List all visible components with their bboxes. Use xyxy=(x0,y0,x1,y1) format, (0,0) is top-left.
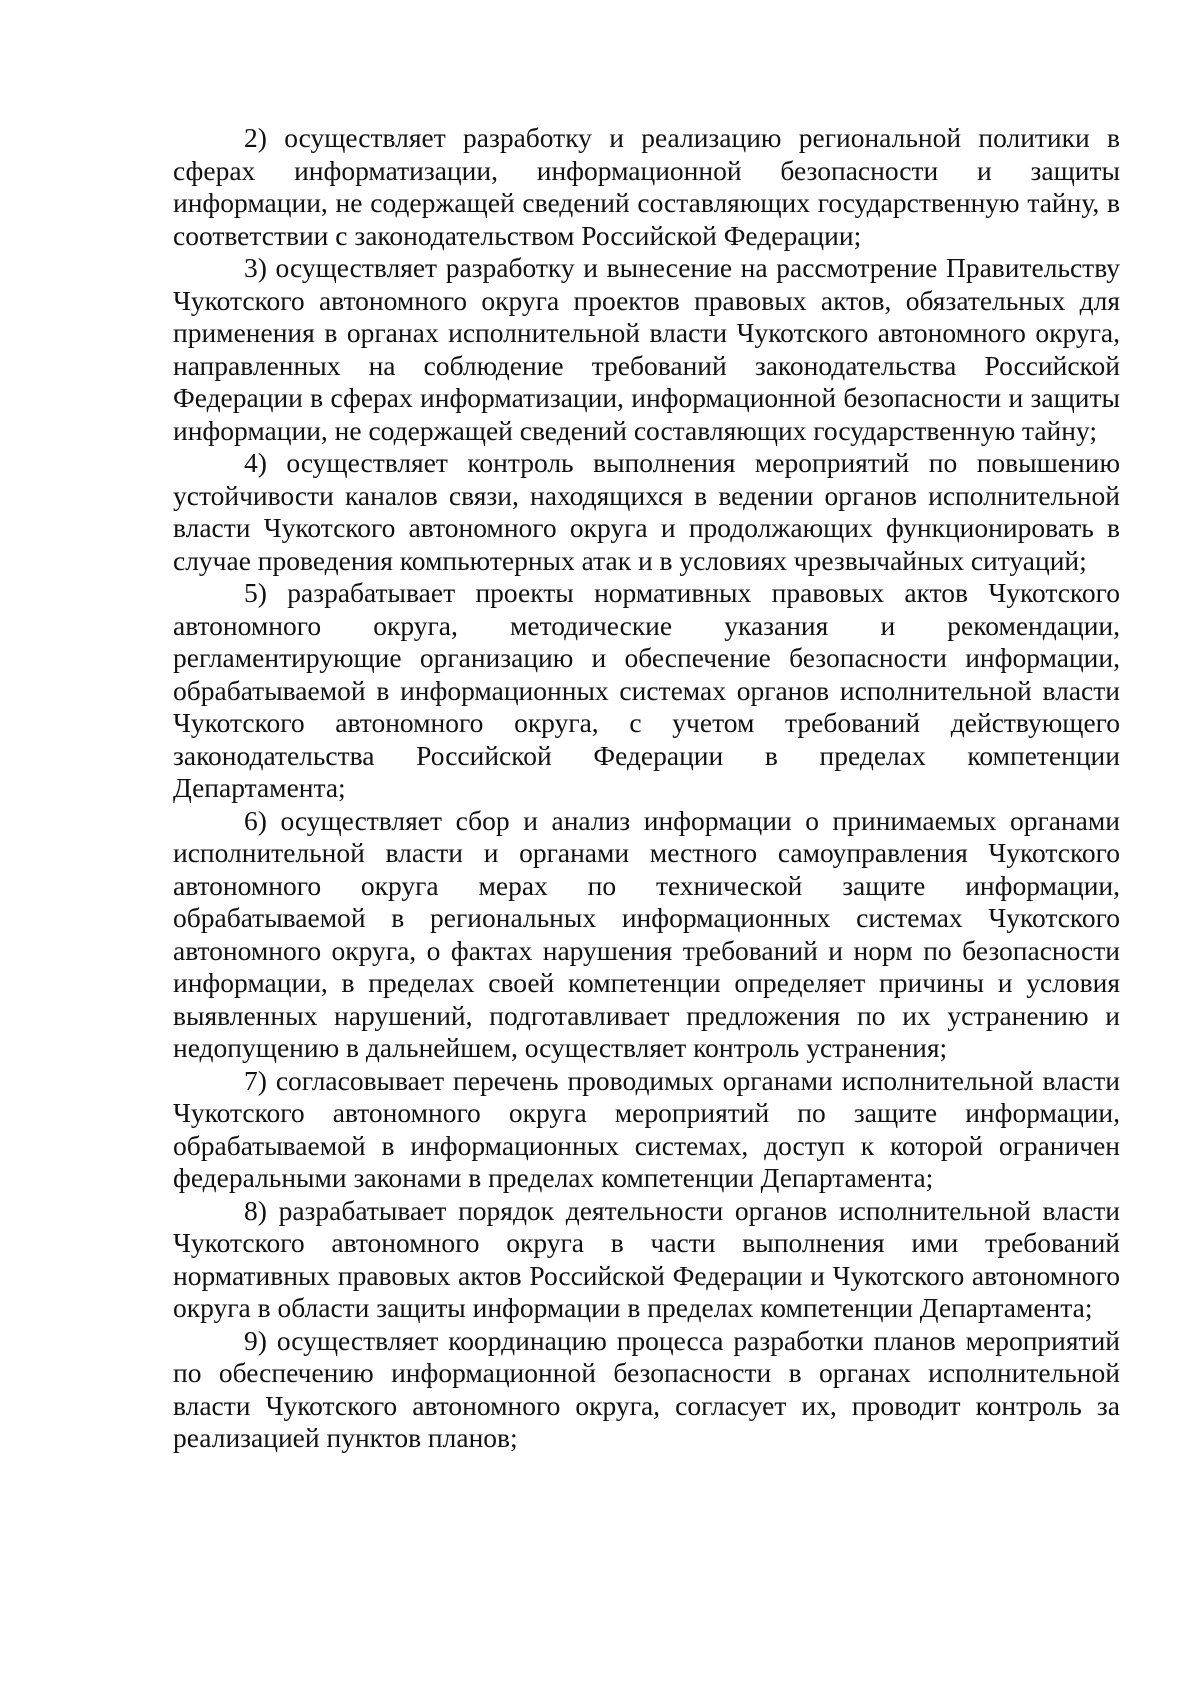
paragraph-item-8: 8) разрабатывает порядок деятельности органов исполнительной власти Чукотского автономного округа в части выполнения ими требований нормативных правовых актов Российской Федерации и Чукотского автономного округа в области защиты информации в пределах компетенции Департамента; xyxy=(173,1194,1120,1323)
paragraph-item-3: 3) осуществляет разработку и вынесение на рассмотрение Правительству Чукотского автономного округа проектов правовых актов, обязательных для применения в органах исполнительной власти Чукотского автономного округа, направленных на соблюдение требований законодательства Российской Федерации в сферах информатизации, информационной безопасности и защиты информации, не содержащей сведений составляющих государственную тайну; xyxy=(173,252,1120,446)
paragraph-item-9: 9) осуществляет координацию процесса разработки планов мероприятий по обеспечению информационной безопасности в органах исполнительной власти Чукотского автономного округа, согласует их, проводит контроль за реализацией пунктов планов; xyxy=(173,1324,1120,1453)
paragraph-item-2: 2) осуществляет разработку и реализацию региональной политики в сферах информатизации, информационной безопасности и защиты информации, не содержащей сведений составляющих государственную тайну, в соответствии с законодательством Российской Федерации; xyxy=(173,122,1120,251)
paragraph-item-7: 7) согласовывает перечень проводимых органами исполнительной власти Чукотского автономного округа мероприятий по защите информации, обрабатываемой в информационных системах, доступ к которой ограничен федеральными законами в пределах компетенции Департамента; xyxy=(173,1064,1120,1193)
paragraph-item-4: 4) осуществляет контроль выполнения мероприятий по повышению устойчивости каналов связи, находящихся в ведении органов исполнительной власти Чукотского автономного округа и продолжающих функционировать в случае проведения компьютерных атак и в условиях чрезвычайных ситуаций; xyxy=(173,447,1120,576)
paragraph-item-6: 6) осуществляет сбор и анализ информации о принимаемых органами исполнительной власти и органами местного самоуправления Чукотского автономного округа мерах по технической защите информации, обрабатываемой в региональных информационных системах Чукотского автономного округа, о фактах нарушения требований и норм по безопасности информации, в пределах своей компетенции определяет причины и условия выявленных нарушений, подготавливает предложения по их устранению и недопущению в дальнейшем, осуществляет контроль устранения; xyxy=(173,804,1120,1063)
document-body xyxy=(173,122,1120,1455)
paragraph-item-5: 5) разрабатывает проекты нормативных правовых актов Чукотского автономного округа, методические указания и рекомендации, регламентирующие организацию и обеспечение безопасности информации, обрабатываемой в информационных системах органов исполнительной власти Чукотского автономного округа, с учетом требований действующего законодательства Российской Федерации в пределах компетенции Департамента; xyxy=(173,577,1120,803)
